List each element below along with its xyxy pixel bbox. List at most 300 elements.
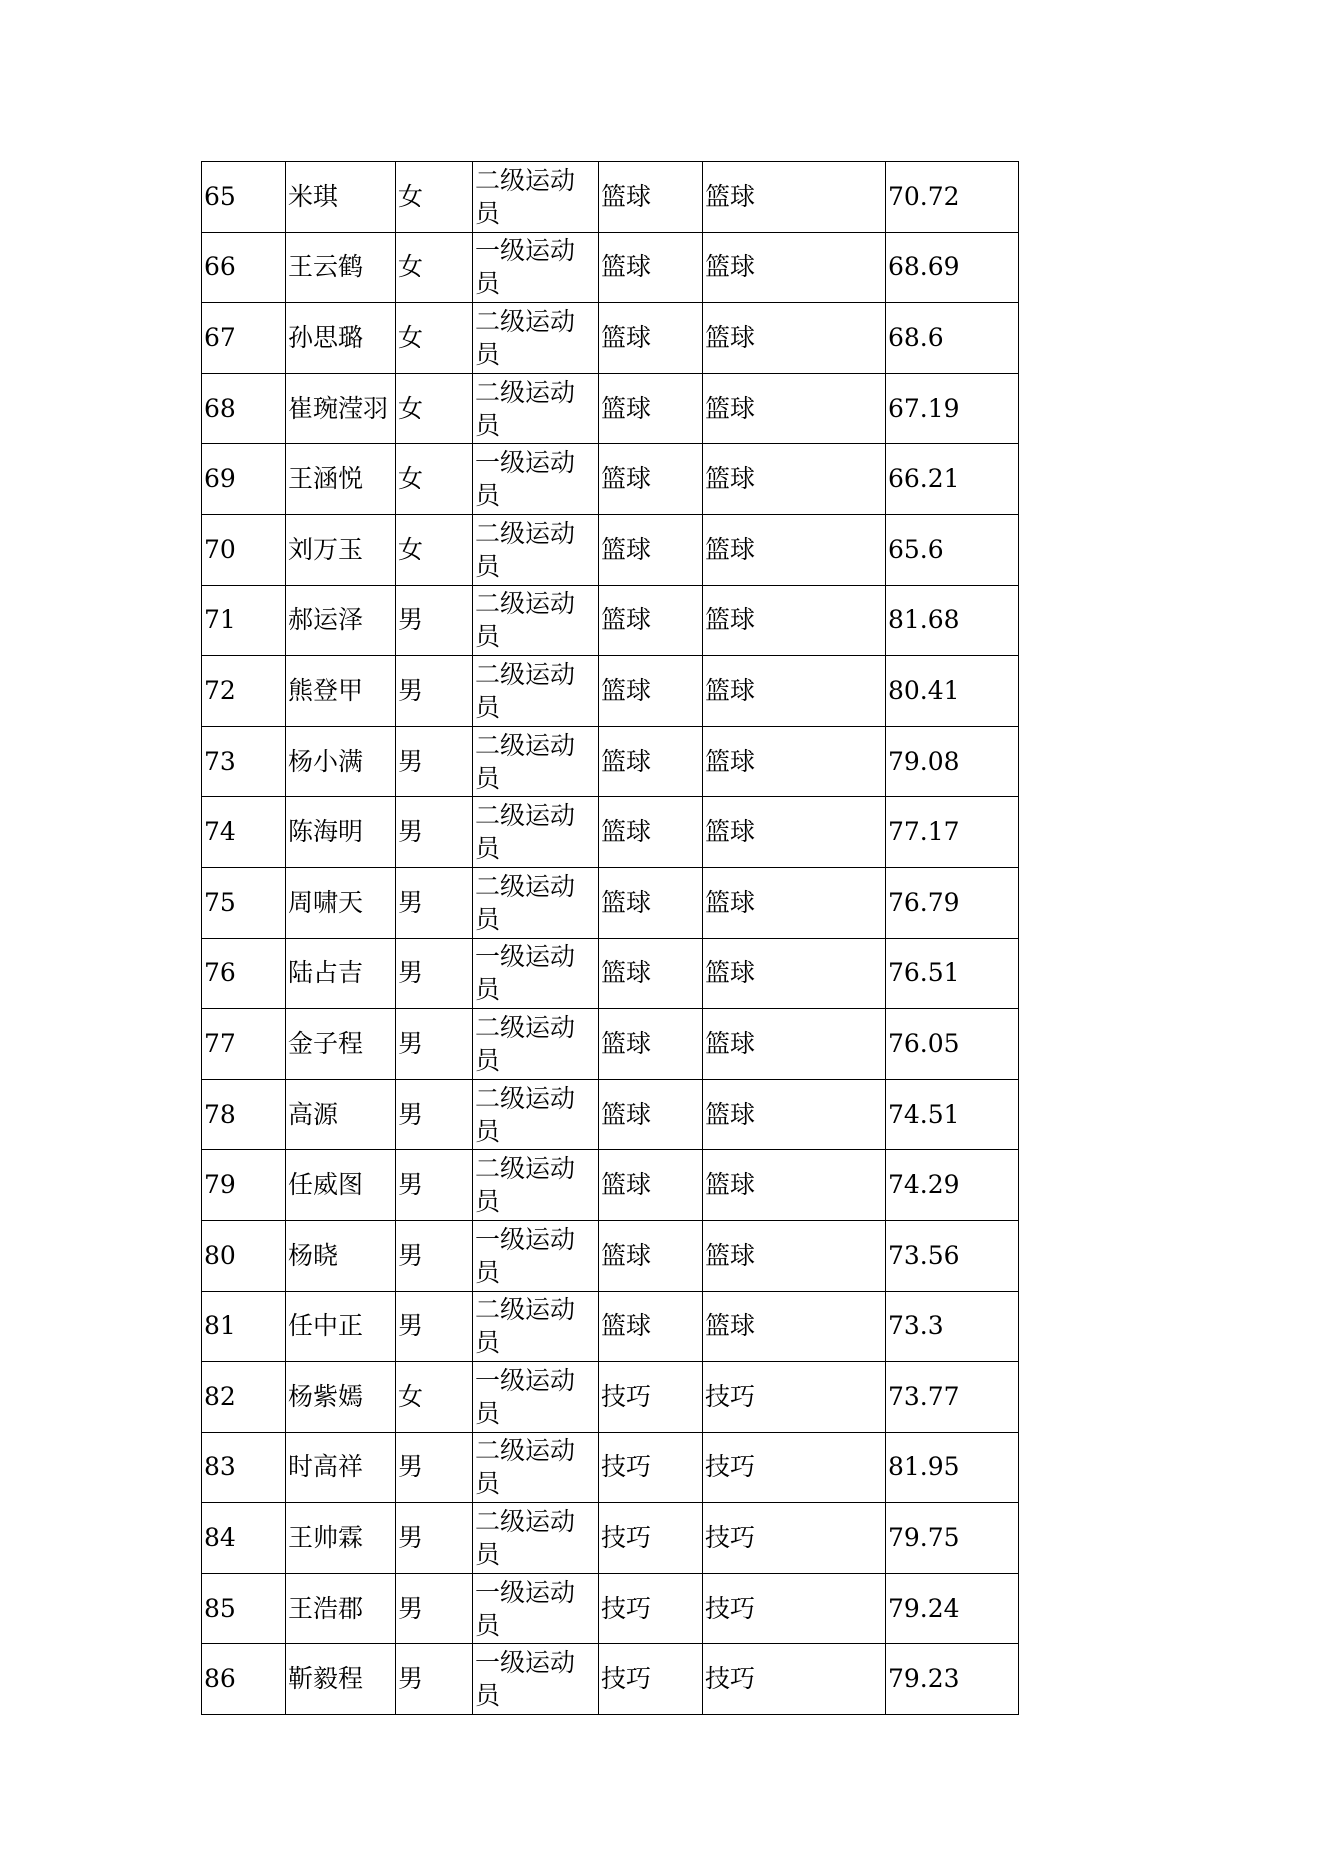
score-cell-text: 81.95 (888, 1452, 960, 1482)
gender-cell-text: 女 (398, 322, 424, 352)
score-cell (886, 514, 1019, 585)
row-number-cell (202, 797, 286, 868)
athlete-level-cell-text: 一级运动员 (475, 942, 576, 1005)
event-cell-text: 篮球 (601, 817, 652, 847)
gender-cell (396, 1220, 473, 1291)
athlete-name-cell-text: 金子程 (288, 1028, 364, 1058)
athlete-level-cell-text: 二级运动员 (475, 1154, 576, 1217)
athlete-level-cell-text: 二级运动员 (475, 518, 576, 581)
athlete-level-cell-text: 一级运动员 (475, 1577, 576, 1640)
event-cell (599, 1432, 703, 1503)
table-row (202, 797, 1019, 868)
athlete-name-cell-text: 孙思璐 (288, 322, 364, 352)
table-row (202, 867, 1019, 938)
gender-cell (396, 1291, 473, 1362)
athlete-level-cell (473, 797, 599, 868)
gender-cell (396, 585, 473, 656)
athlete-name-cell-text: 郝运泽 (288, 605, 364, 635)
score-cell-text: 66.21 (888, 464, 960, 494)
athlete-level-cell (473, 1220, 599, 1291)
athlete-name-cell (286, 1079, 396, 1150)
row-number-cell-text: 65 (204, 181, 236, 211)
athlete-roster-table (201, 161, 1019, 1715)
table-row (202, 1644, 1019, 1715)
athlete-name-cell-text: 高源 (288, 1099, 339, 1129)
row-number-cell (202, 1644, 286, 1715)
score-cell (886, 1432, 1019, 1503)
event-cell-text: 篮球 (601, 605, 652, 635)
athlete-name-cell (286, 373, 396, 444)
project-cell (703, 585, 886, 656)
row-number-cell-text: 69 (204, 464, 236, 494)
project-cell (703, 373, 886, 444)
event-cell (599, 444, 703, 515)
athlete-name-cell (286, 1644, 396, 1715)
event-cell (599, 656, 703, 727)
row-number-cell (202, 867, 286, 938)
table-row (202, 1079, 1019, 1150)
athlete-level-cell-text: 二级运动员 (475, 377, 576, 440)
gender-cell (396, 938, 473, 1009)
table-row (202, 303, 1019, 374)
athlete-name-cell-text: 王帅霖 (288, 1523, 364, 1553)
athlete-name-cell (286, 1009, 396, 1080)
athlete-name-cell (286, 1291, 396, 1362)
row-number-cell-text: 85 (204, 1593, 236, 1623)
score-cell-text: 76.05 (888, 1028, 960, 1058)
gender-cell-text: 男 (398, 746, 424, 776)
score-cell (886, 373, 1019, 444)
athlete-level-cell-text: 二级运动员 (475, 1436, 576, 1499)
row-number-cell-text: 71 (204, 605, 236, 635)
gender-cell-text: 男 (398, 1170, 424, 1200)
row-number-cell (202, 162, 286, 233)
athlete-name-cell-text: 周啸天 (288, 887, 364, 917)
event-cell (599, 1362, 703, 1433)
gender-cell-text: 男 (398, 1593, 424, 1623)
athlete-level-cell-text: 二级运动员 (475, 871, 576, 934)
athlete-level-cell-text: 二级运动员 (475, 165, 576, 228)
row-number-cell (202, 444, 286, 515)
athlete-name-cell-text: 刘万玉 (288, 534, 364, 564)
athlete-level-cell (473, 1079, 599, 1150)
gender-cell (396, 867, 473, 938)
project-cell (703, 1220, 886, 1291)
event-cell-text: 篮球 (601, 1099, 652, 1129)
athlete-name-cell (286, 514, 396, 585)
gender-cell (396, 232, 473, 303)
gender-cell (396, 1573, 473, 1644)
event-cell-text: 篮球 (601, 746, 652, 776)
athlete-name-cell-text: 王浩郡 (288, 1593, 364, 1623)
athlete-name-cell-text: 熊登甲 (288, 675, 364, 705)
athlete-level-cell-text: 二级运动员 (475, 589, 576, 652)
row-number-cell (202, 303, 286, 374)
gender-cell (396, 162, 473, 233)
gender-cell-text: 男 (398, 1028, 424, 1058)
event-cell (599, 938, 703, 1009)
score-cell (886, 1362, 1019, 1433)
event-cell-text: 篮球 (601, 958, 652, 988)
score-cell (886, 867, 1019, 938)
project-cell-text: 篮球 (705, 675, 756, 705)
table-row (202, 1432, 1019, 1503)
athlete-name-cell (286, 1503, 396, 1574)
row-number-cell (202, 232, 286, 303)
project-cell (703, 656, 886, 727)
table-row (202, 938, 1019, 1009)
row-number-cell (202, 1503, 286, 1574)
project-cell (703, 1009, 886, 1080)
project-cell (703, 1150, 886, 1221)
project-cell-text: 篮球 (705, 817, 756, 847)
athlete-name-cell (286, 726, 396, 797)
project-cell (703, 162, 886, 233)
event-cell (599, 726, 703, 797)
gender-cell-text: 女 (398, 464, 424, 494)
gender-cell-text: 女 (398, 1381, 424, 1411)
event-cell-text: 技巧 (601, 1664, 652, 1694)
score-cell-text: 80.41 (888, 675, 960, 705)
athlete-level-cell (473, 1503, 599, 1574)
project-cell-text: 技巧 (705, 1664, 756, 1694)
event-cell-text: 技巧 (601, 1452, 652, 1482)
row-number-cell-text: 68 (204, 393, 236, 423)
athlete-level-cell (473, 656, 599, 727)
row-number-cell (202, 1291, 286, 1362)
athlete-level-cell-text: 一级运动员 (475, 1224, 576, 1287)
score-cell (886, 726, 1019, 797)
gender-cell (396, 1362, 473, 1433)
athlete-name-cell-text: 任中正 (288, 1311, 364, 1341)
athlete-name-cell-text: 时高祥 (288, 1452, 364, 1482)
project-cell-text: 篮球 (705, 464, 756, 494)
athlete-level-cell (473, 514, 599, 585)
event-cell (599, 373, 703, 444)
athlete-name-cell (286, 232, 396, 303)
gender-cell (396, 1009, 473, 1080)
score-cell (886, 938, 1019, 1009)
project-cell-text: 篮球 (705, 393, 756, 423)
project-cell (703, 938, 886, 1009)
row-number-cell-text: 70 (204, 534, 236, 564)
row-number-cell-text: 78 (204, 1099, 236, 1129)
project-cell (703, 797, 886, 868)
athlete-level-cell-text: 二级运动员 (475, 659, 576, 722)
athlete-name-cell-text: 陈海明 (288, 817, 364, 847)
athlete-name-cell-text: 杨紫嫣 (288, 1381, 364, 1411)
project-cell-text: 篮球 (705, 958, 756, 988)
event-cell-text: 技巧 (601, 1523, 652, 1553)
event-cell-text: 篮球 (601, 252, 652, 282)
athlete-name-cell (286, 585, 396, 656)
score-cell (886, 1573, 1019, 1644)
gender-cell (396, 1079, 473, 1150)
row-number-cell (202, 1573, 286, 1644)
event-cell (599, 162, 703, 233)
roster-body (202, 162, 1019, 1715)
score-cell (886, 444, 1019, 515)
gender-cell (396, 1503, 473, 1574)
athlete-name-cell-text: 王云鹤 (288, 252, 364, 282)
event-cell (599, 1644, 703, 1715)
gender-cell (396, 656, 473, 727)
score-cell (886, 303, 1019, 374)
row-number-cell (202, 1009, 286, 1080)
row-number-cell-text: 81 (204, 1311, 236, 1341)
table-row (202, 1220, 1019, 1291)
row-number-cell-text: 76 (204, 958, 236, 988)
athlete-level-cell (473, 232, 599, 303)
athlete-level-cell (473, 1009, 599, 1080)
project-cell (703, 514, 886, 585)
row-number-cell-text: 75 (204, 887, 236, 917)
row-number-cell-text: 79 (204, 1170, 236, 1200)
table-row (202, 232, 1019, 303)
gender-cell-text: 女 (398, 181, 424, 211)
gender-cell-text: 男 (398, 605, 424, 635)
athlete-level-cell (473, 303, 599, 374)
athlete-level-cell-text: 一级运动员 (475, 236, 576, 299)
project-cell (703, 726, 886, 797)
row-number-cell-text: 82 (204, 1381, 236, 1411)
score-cell (886, 1644, 1019, 1715)
event-cell (599, 1079, 703, 1150)
gender-cell (396, 1150, 473, 1221)
event-cell-text: 技巧 (601, 1381, 652, 1411)
gender-cell (396, 373, 473, 444)
table-row (202, 656, 1019, 727)
athlete-level-cell-text: 二级运动员 (475, 730, 576, 793)
score-cell (886, 1150, 1019, 1221)
score-cell-text: 79.75 (888, 1523, 960, 1553)
gender-cell-text: 男 (398, 1099, 424, 1129)
score-cell (886, 1220, 1019, 1291)
event-cell (599, 1009, 703, 1080)
project-cell-text: 篮球 (705, 534, 756, 564)
project-cell (703, 1503, 886, 1574)
athlete-level-cell (473, 373, 599, 444)
athlete-level-cell (473, 1644, 599, 1715)
project-cell (703, 232, 886, 303)
athlete-level-cell (473, 1362, 599, 1433)
event-cell (599, 1573, 703, 1644)
project-cell (703, 1432, 886, 1503)
athlete-name-cell-text: 王涵悦 (288, 464, 364, 494)
row-number-cell (202, 585, 286, 656)
project-cell-text: 篮球 (705, 1099, 756, 1129)
athlete-level-cell-text: 二级运动员 (475, 801, 576, 864)
gender-cell (396, 1644, 473, 1715)
project-cell-text: 篮球 (705, 252, 756, 282)
project-cell-text: 篮球 (705, 181, 756, 211)
table-row (202, 585, 1019, 656)
score-cell-text: 79.23 (888, 1664, 960, 1694)
athlete-level-cell (473, 1573, 599, 1644)
table-row (202, 1291, 1019, 1362)
gender-cell-text: 男 (398, 1311, 424, 1341)
score-cell-text: 70.72 (888, 181, 960, 211)
score-cell (886, 797, 1019, 868)
row-number-cell (202, 514, 286, 585)
table-row (202, 1362, 1019, 1433)
athlete-name-cell (286, 444, 396, 515)
score-cell-text: 67.19 (888, 393, 960, 423)
project-cell-text: 篮球 (705, 322, 756, 352)
table-row (202, 726, 1019, 797)
athlete-level-cell-text: 二级运动员 (475, 1295, 576, 1358)
row-number-cell-text: 83 (204, 1452, 236, 1482)
athlete-level-cell (473, 867, 599, 938)
project-cell-text: 篮球 (705, 746, 756, 776)
table-row (202, 373, 1019, 444)
athlete-level-cell-text: 一级运动员 (475, 1365, 576, 1428)
project-cell-text: 篮球 (705, 605, 756, 635)
row-number-cell-text: 77 (204, 1028, 236, 1058)
event-cell-text: 篮球 (601, 181, 652, 211)
project-cell-text: 技巧 (705, 1593, 756, 1623)
score-cell (886, 1503, 1019, 1574)
event-cell-text: 篮球 (601, 393, 652, 423)
athlete-name-cell (286, 1573, 396, 1644)
score-cell-text: 81.68 (888, 605, 960, 635)
row-number-cell-text: 73 (204, 746, 236, 776)
row-number-cell (202, 1079, 286, 1150)
row-number-cell-text: 86 (204, 1664, 236, 1694)
event-cell (599, 1220, 703, 1291)
athlete-level-cell-text: 二级运动员 (475, 1083, 576, 1146)
athlete-level-cell (473, 585, 599, 656)
score-cell (886, 162, 1019, 233)
event-cell-text: 篮球 (601, 534, 652, 564)
athlete-name-cell (286, 656, 396, 727)
gender-cell-text: 男 (398, 817, 424, 847)
athlete-level-cell (473, 726, 599, 797)
gender-cell-text: 女 (398, 534, 424, 564)
row-number-cell-text: 72 (204, 675, 236, 705)
event-cell (599, 1150, 703, 1221)
score-cell-text: 76.79 (888, 887, 960, 917)
event-cell-text: 篮球 (601, 1311, 652, 1341)
gender-cell (396, 797, 473, 868)
project-cell-text: 篮球 (705, 1028, 756, 1058)
event-cell (599, 514, 703, 585)
project-cell-text: 技巧 (705, 1523, 756, 1553)
project-cell-text: 篮球 (705, 1311, 756, 1341)
score-cell-text: 74.51 (888, 1099, 960, 1129)
athlete-name-cell-text: 靳毅程 (288, 1664, 364, 1694)
event-cell (599, 867, 703, 938)
event-cell-text: 篮球 (601, 675, 652, 705)
project-cell (703, 1079, 886, 1150)
athlete-name-cell-text: 任威图 (288, 1170, 364, 1200)
athlete-level-cell-text: 二级运动员 (475, 306, 576, 369)
row-number-cell (202, 726, 286, 797)
event-cell-text: 篮球 (601, 322, 652, 352)
athlete-name-cell (286, 938, 396, 1009)
score-cell-text: 73.3 (888, 1311, 944, 1341)
score-cell-text: 68.69 (888, 252, 960, 282)
project-cell (703, 1644, 886, 1715)
score-cell (886, 232, 1019, 303)
score-cell-text: 65.6 (888, 534, 944, 564)
row-number-cell-text: 84 (204, 1523, 236, 1553)
athlete-level-cell-text: 一级运动员 (475, 1648, 576, 1711)
gender-cell-text: 女 (398, 393, 424, 423)
gender-cell-text: 女 (398, 252, 424, 282)
score-cell-text: 79.24 (888, 1593, 960, 1623)
event-cell-text: 篮球 (601, 887, 652, 917)
athlete-level-cell (473, 938, 599, 1009)
project-cell-text: 篮球 (705, 1170, 756, 1200)
score-cell (886, 656, 1019, 727)
score-cell (886, 1079, 1019, 1150)
row-number-cell-text: 66 (204, 252, 236, 282)
event-cell (599, 1291, 703, 1362)
row-number-cell (202, 938, 286, 1009)
project-cell (703, 1573, 886, 1644)
score-cell-text: 76.51 (888, 958, 960, 988)
event-cell-text: 篮球 (601, 1170, 652, 1200)
row-number-cell (202, 1150, 286, 1221)
gender-cell (396, 1432, 473, 1503)
project-cell-text: 篮球 (705, 887, 756, 917)
score-cell (886, 1291, 1019, 1362)
athlete-name-cell-text: 杨晓 (288, 1240, 339, 1270)
table-row (202, 1009, 1019, 1080)
athlete-name-cell (286, 1362, 396, 1433)
event-cell-text: 篮球 (601, 1028, 652, 1058)
athlete-level-cell (473, 1432, 599, 1503)
gender-cell (396, 303, 473, 374)
score-cell-text: 77.17 (888, 817, 960, 847)
athlete-name-cell-text: 崔琬滢羽 (288, 393, 389, 423)
athlete-name-cell-text: 陆占吉 (288, 958, 364, 988)
project-cell (703, 867, 886, 938)
athlete-name-cell (286, 797, 396, 868)
project-cell (703, 303, 886, 374)
gender-cell-text: 男 (398, 1240, 424, 1270)
table-row (202, 444, 1019, 515)
event-cell-text: 篮球 (601, 1240, 652, 1270)
event-cell (599, 585, 703, 656)
event-cell (599, 797, 703, 868)
score-cell-text: 73.56 (888, 1240, 960, 1270)
athlete-name-cell (286, 162, 396, 233)
score-cell-text: 73.77 (888, 1381, 960, 1411)
score-cell-text: 79.08 (888, 746, 960, 776)
athlete-name-cell (286, 1432, 396, 1503)
event-cell-text: 技巧 (601, 1593, 652, 1623)
project-cell (703, 1291, 886, 1362)
gender-cell-text: 男 (398, 675, 424, 705)
athlete-name-cell (286, 1150, 396, 1221)
gender-cell (396, 444, 473, 515)
table-row (202, 514, 1019, 585)
athlete-name-cell (286, 1220, 396, 1291)
athlete-name-cell (286, 303, 396, 374)
athlete-level-cell-text: 二级运动员 (475, 1012, 576, 1075)
gender-cell-text: 男 (398, 958, 424, 988)
athlete-level-cell (473, 444, 599, 515)
gender-cell (396, 514, 473, 585)
event-cell (599, 1503, 703, 1574)
event-cell-text: 篮球 (601, 464, 652, 494)
project-cell-text: 技巧 (705, 1381, 756, 1411)
row-number-cell (202, 1432, 286, 1503)
row-number-cell-text: 74 (204, 817, 236, 847)
project-cell (703, 444, 886, 515)
